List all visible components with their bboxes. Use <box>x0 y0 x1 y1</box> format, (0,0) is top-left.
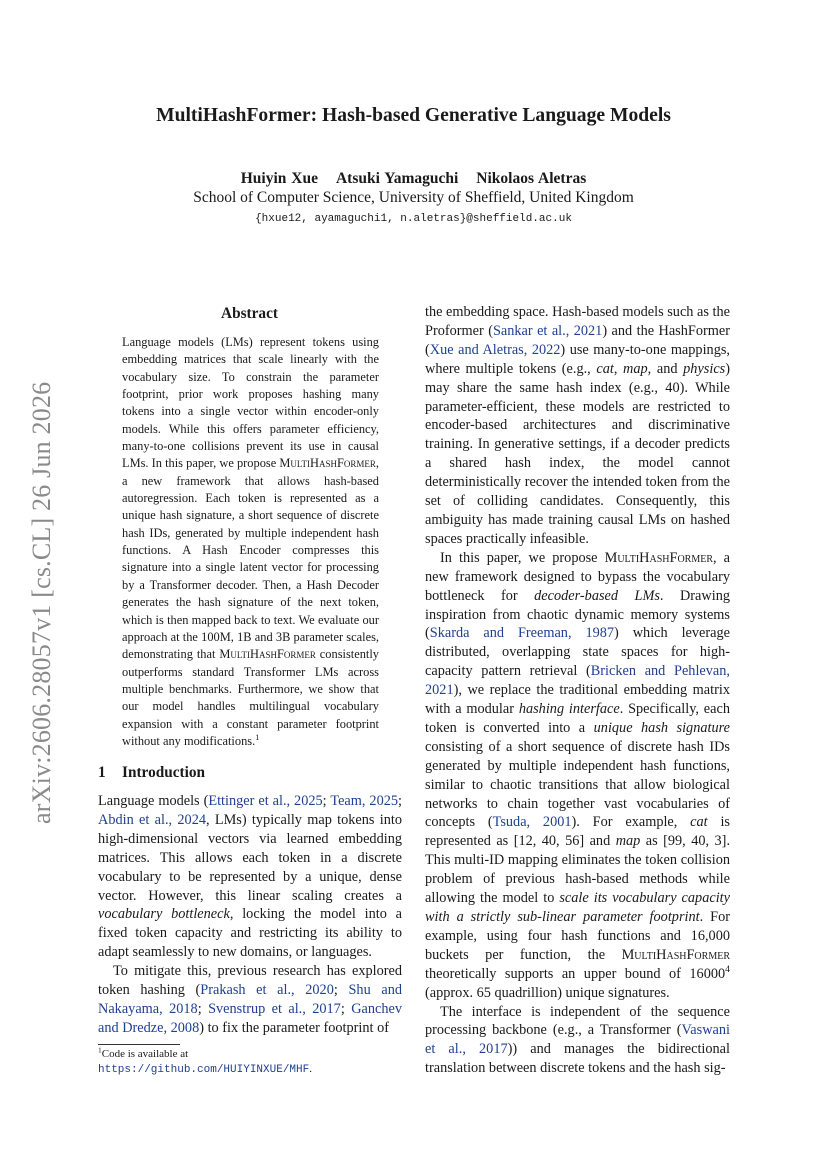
text-segment: ; <box>333 982 349 999</box>
text-segment: ; <box>340 1000 352 1017</box>
footnote-number: 1 <box>98 1045 102 1055</box>
emphasis-text: cat <box>596 360 614 377</box>
text-segment: , <box>613 360 624 377</box>
text-segment: theoretically supports an upper bound of <box>425 965 690 982</box>
text-segment: . For example, using four hash functions and 16,000 buckets per function, the <box>425 909 730 963</box>
text-segment: as <box>640 833 664 850</box>
citation-link[interactable]: Sankar et al., 2021 <box>492 322 603 339</box>
author-name: Huiyin Xue <box>240 170 318 187</box>
author-emails: {hxue12, ayamaguchi1, n.aletras}@sheffield.ac.uk <box>255 213 572 225</box>
text-segment: To mitigate this, previous research has explored token hashing ( <box>98 963 402 999</box>
paragraph <box>98 962 402 1038</box>
paper-title: MultiHashFormer: Hash-based Generative Language Models <box>156 105 671 126</box>
model-name: MultiHashFormer <box>621 946 730 963</box>
emphasis-text: map <box>615 833 641 850</box>
arxiv-identifier-stamp: arXiv:2606.28057v1 [cs.CL] 26 Jun 2026 <box>27 381 56 824</box>
text-segment: Language models ( <box>98 793 209 809</box>
math-expression <box>689 963 730 982</box>
section-number: 1 <box>98 764 106 781</box>
emphasis-text: cat <box>690 814 708 831</box>
model-name: MultiHashFormer <box>279 456 376 471</box>
paragraph <box>425 549 730 1003</box>
text-segment: , locking the model into a fixed token capacity and restricting its ability to adapt seamlessly to new domains, or languages. <box>98 906 402 961</box>
model-name: MultiHashFormer <box>604 549 714 566</box>
math-exponent: 4 <box>725 963 730 975</box>
text-segment: ). For example, <box>571 814 691 831</box>
text-segment: consisting of a short sequence of discrete hash IDs generated by multiple independent hash functions, similar to chaotic transitions that allow biological networks to chain together vast vocabularies of concepts ( <box>425 738 730 831</box>
author-list <box>0 170 827 188</box>
text-segment: , LMs) typically map tokens into high-dimensional vectors via learned embedding matrices. This allows each token in a discrete vocabulary to be represented by a unique, dense vector. However, this linear scaling creates a <box>98 811 402 904</box>
math-expression: [12, 40, 56] <box>513 833 585 850</box>
citation-link[interactable]: Svenstrup et al., 2017 <box>208 1000 341 1017</box>
citation-link[interactable]: Shu and Nakayama, 2018 <box>98 982 402 1017</box>
text-segment: The interface is independent of the sequence processing backbone (e.g., a Transformer ( <box>425 1003 730 1039</box>
emphasis-text: unique hash signature <box>593 719 730 736</box>
text-segment: . This multi-ID mapping eliminates the token collision problem of previous hash-based methods while allowing the model to <box>425 833 731 907</box>
emphasis-text: vocabulary bottleneck <box>98 906 230 923</box>
text-segment: is represented as <box>425 814 730 850</box>
paragraph <box>98 792 402 962</box>
citation-link[interactable]: Bricken and Pehlevan, 2021 <box>425 663 730 699</box>
text-segment: ) and the HashFormer ( <box>425 322 730 358</box>
abstract-text-segment: , a new framework that allows hash-based autoregression. Each token is represented as a unique hash signature, a short sequence of discrete hash IDs, generated by multiple independent hash functions. A Hash Encoder compresses this signature into a single latent vector for processing by a Transformer decoder. Then, a Hash Decoder generates the hash signature of the next token, which is then mapped back to text. We evaluate our approach at the 100M, 1B and 3B parameter scales, demonstrating that <box>122 456 379 662</box>
abstract-heading: Abstract <box>221 305 278 322</box>
author-name: Nikolaos Aletras <box>476 170 587 187</box>
paragraph <box>425 1003 730 1079</box>
abstract-body <box>122 334 379 750</box>
text-segment: In this paper, we propose <box>440 549 605 566</box>
citation-link[interactable]: Ganchev and Dredze, 2008 <box>98 1000 402 1036</box>
citation-link[interactable]: Prakash et al., 2020 <box>200 982 334 999</box>
text-segment: ) which leverage distributed, overlapping state spaces for high-capacity pattern retrieval ( <box>425 625 730 680</box>
text-segment: ) to fix the parameter footprint of <box>199 1019 389 1036</box>
citation-link[interactable]: Vaswani et al., 2017 <box>425 1022 730 1058</box>
intro-right-column <box>425 303 730 1078</box>
section-title: Introduction <box>122 764 206 781</box>
section-heading-introduction <box>98 764 205 782</box>
text-segment: the embedding space. Hash-based models such as the Proformer ( <box>425 304 730 339</box>
abstract-text-segment: consistently outperforms standard Transformer LMs across multiple benchmarks. Furthermore, we show that our model handles multilingual vocabulary expansion with a constant parameter footprint without any modifications. <box>122 647 379 748</box>
citation-link[interactable]: Skarda and Freeman, 1987 <box>429 625 615 642</box>
emphasis-text: hashing interface <box>518 701 620 718</box>
affiliation: School of Computer Science, University of Sheffield, United Kingdom <box>193 189 634 206</box>
footnote-marker[interactable]: 1 <box>255 731 260 742</box>
text-segment: (approx. 65 quadrillion) unique signatures. <box>425 984 670 1001</box>
emphasis-text: physics <box>683 360 726 377</box>
citation-link[interactable]: Xue and Aletras, 2022 <box>429 341 561 358</box>
model-name: MultiHashFormer <box>219 647 316 662</box>
text-segment: , and <box>647 360 684 377</box>
code-url-link[interactable]: https://github.com/HUIYINXUE/MHF <box>98 1064 310 1076</box>
text-segment: ; <box>398 793 403 809</box>
text-segment: . Specifically, each token is converted into a <box>425 701 730 736</box>
footnote <box>98 1047 402 1078</box>
paragraph <box>425 303 730 549</box>
intro-left-column <box>98 792 402 1038</box>
math-expression: [99, 40, 3] <box>663 833 727 850</box>
text-segment: )) and manages the bidirectional translation between discrete tokens and the hash sig- <box>425 1041 731 1077</box>
text-segment: . Drawing inspiration from chaotic dynamic memory systems ( <box>425 587 730 642</box>
abstract-text-segment: Language models (LMs) represent tokens using embedding matrices that scale linearly with the vocabulary size. To constrain the parameter footprint, prior work proposes hashing many tokens into a single vector within encoder-only models. While this offers parameter efficiency, many-to-one collisions prevent its use in causal LMs. In this paper, we propose <box>122 335 379 471</box>
citation-link[interactable]: Team, 2025 <box>330 793 399 809</box>
footnote-text: . <box>309 1063 312 1075</box>
emphasis-text: map <box>623 360 648 377</box>
emphasis-text: decoder-based LMs <box>534 587 660 604</box>
text-segment: ) may share the same hash index (e.g., 40). While parameter-efficient, these models are restricted to encoder-based architectures and discriminative training. In generative settings, if a decoder predicts a shared hash index, the model cannot deterministically recover the intended token from the set of colliding candidates. Consequently, this ambiguity has made training causal LMs on hashed spaces practically infeasible. <box>425 360 730 547</box>
emphasis-text: scale its vocabulary capacity with a strictly sub-linear parameter footprint <box>425 890 730 925</box>
citation-link[interactable]: Ettinger et al., 2025 <box>208 793 323 809</box>
author-name: Atsuki Yamaguchi <box>335 170 459 187</box>
text-segment: ), we replace the traditional embedding matrix with a modular <box>425 682 730 718</box>
text-segment: ; <box>322 793 331 809</box>
citation-link[interactable]: Abdin et al., 2024 <box>98 811 206 828</box>
footnote-divider <box>98 1044 180 1045</box>
math-base: 16000 <box>689 965 726 982</box>
citation-link[interactable]: Tsuda, 2001 <box>492 814 572 831</box>
text-segment: ; <box>197 1000 209 1017</box>
text-segment: ) use many-to-one mappings, where multiple tokens (e.g., <box>425 341 730 377</box>
footnote-text: Code is available at <box>101 1048 189 1060</box>
text-segment: and <box>584 833 616 850</box>
text-segment: , a new framework designed to bypass the vocabulary bottleneck for <box>425 549 731 604</box>
